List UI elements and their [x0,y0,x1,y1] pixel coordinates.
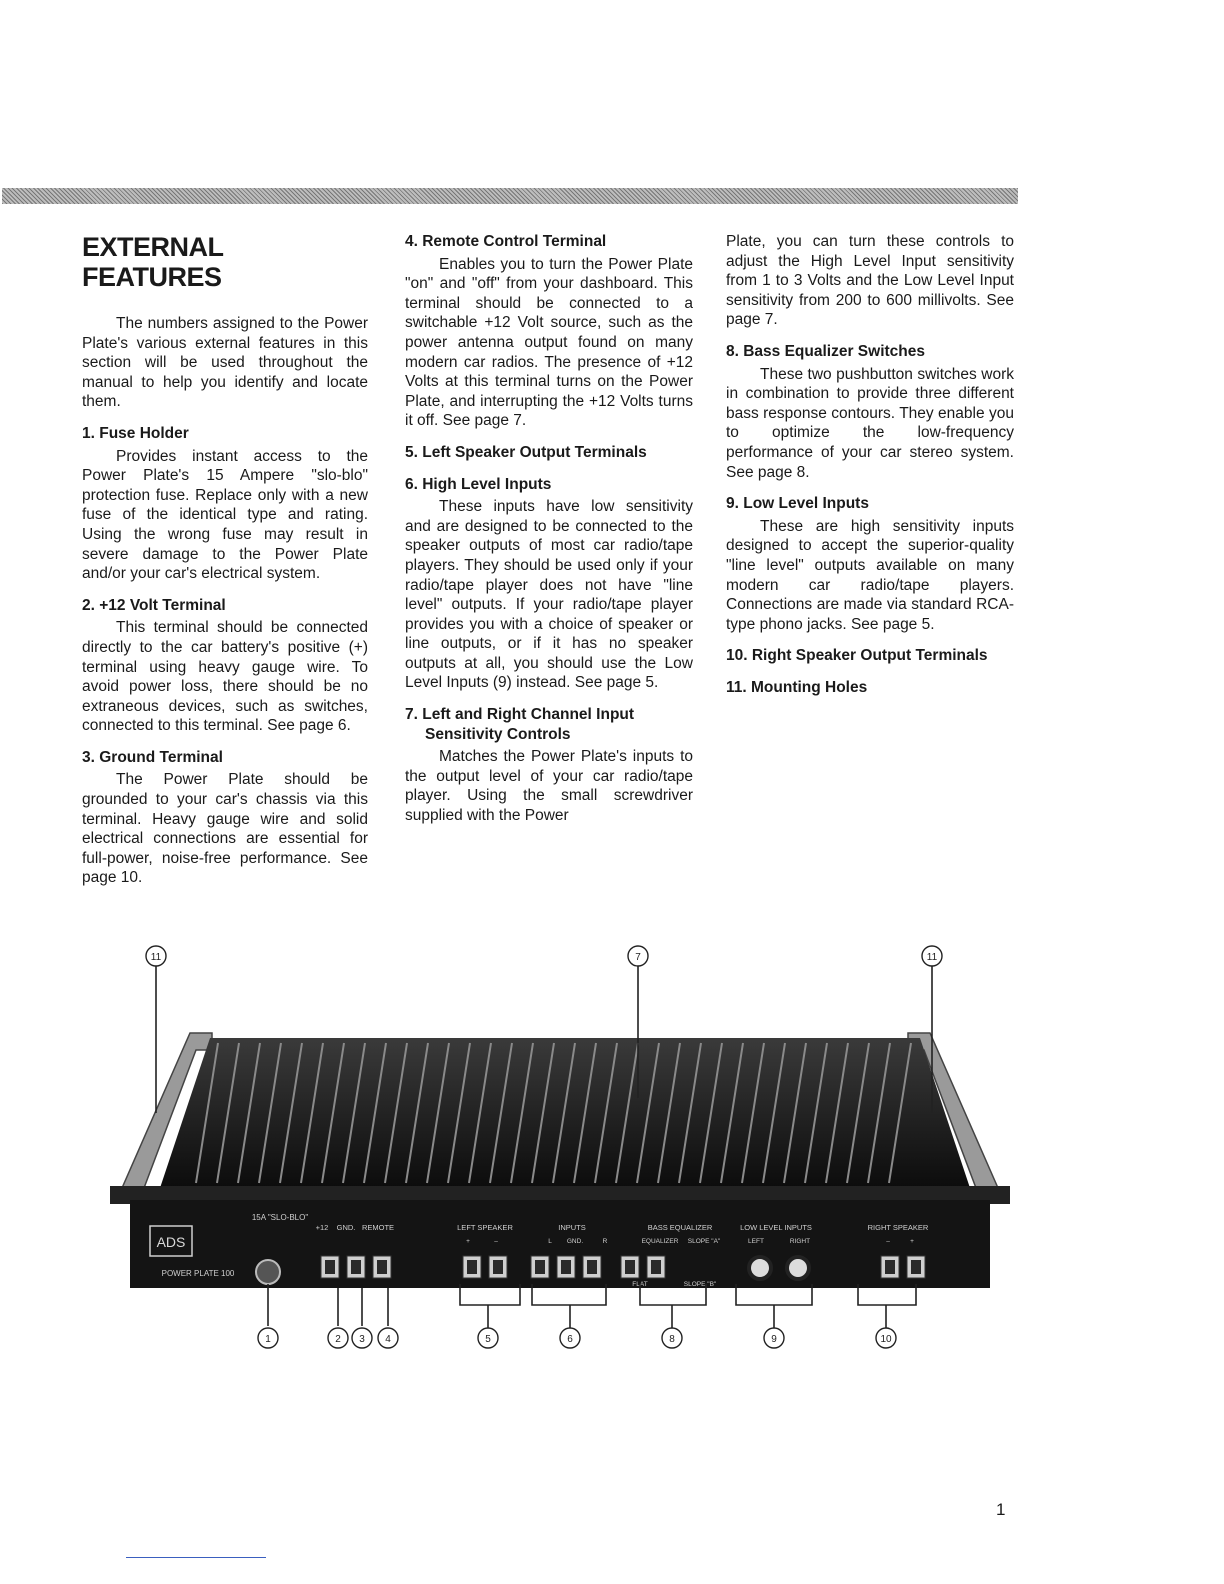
column-1 [82,232,368,888]
feature-3-title: 3. Ground Terminal [82,748,223,766]
callout-number: 11 [926,952,938,963]
low-level-left-jack [749,1257,771,1279]
footer-rule [126,1557,266,1558]
feature-2-title: 2. +12 Volt Terminal [82,596,226,614]
terminal-screw [625,1260,635,1274]
amplifier-illustration [100,938,1030,1378]
terminal-screw [325,1260,335,1274]
brand-logo: ADS [156,1234,186,1250]
panel-sublabel: LEFT [748,1238,764,1245]
feature-8-title: 8. Bass Equalizer Switches [726,342,926,360]
feature-4-title: 4. Remote Control Terminal [405,233,607,250]
fuse-label: 15A "SLO-BLO" [251,1213,309,1222]
panel-sublabel: – [886,1238,890,1245]
callout-number: 2 [335,1334,341,1345]
panel-sublabel: – [494,1238,498,1245]
feature-1-title: 1. Fuse Holder [82,424,189,442]
callout-number: 3 [359,1334,365,1345]
feature-9-title: 9. Low Level Inputs [726,495,869,513]
feature-6-body: These inputs have low sensitivity and are designed to be connected to the speaker outputs of most car radio/tape players. They should be used only if your radio/tape player does not have "line level" outputs. If your radio/tape player provides you with a choice of speaker or line outputs, or if it has no speaker outputs at all, you should use the Low Level Inputs (9) instead. See page 5. [405,498,693,692]
feature-11-title: 11. Mounting Holes [726,678,868,696]
terminal-screw [493,1260,503,1274]
terminal-screw [535,1260,545,1274]
panel-sublabel: EQUALIZER [641,1238,679,1245]
column-3 [726,232,1014,700]
feature-3-body: The Power Plate should be grounded to your car's chassis via this terminal. Heavy gauge wire and solid electrical connections are essential for full-power, noise-free performance. See page 10. [82,771,368,887]
panel-label: REMOTE [361,1223,395,1232]
callout-number: 6 [567,1334,573,1345]
terminal-screw [885,1260,895,1274]
panel-sublabel: L [548,1238,552,1245]
callout-number: 11 [150,952,162,963]
panel-sublabel: R [602,1238,608,1245]
panel-sublabel: FLAT [632,1281,648,1288]
callout-number: 7 [635,952,641,963]
column-2 [405,232,693,826]
header-band [2,188,1018,204]
terminal-screw [561,1260,571,1274]
page-title: EXTERNAL FEATURES [82,232,224,292]
callout-number: 5 [485,1334,491,1345]
intro-text: The numbers assigned to the Power Plate's various external features in this section will be used throughout the manual to help you identify and locate them. [82,315,368,411]
fuse-holder [256,1260,280,1284]
feature-5-title: 5. Left Speaker Output Terminals [405,443,647,461]
panel-label: LOW LEVEL INPUTS [740,1223,812,1232]
callout-number: 1 [265,1334,271,1345]
feature-7-body: Matches the Power Plate's inputs to the output level of your car radio/tape player. Using the small screwdriver supplied with the Power [405,748,693,825]
terminal-screw [587,1260,597,1274]
callout-number: 9 [771,1334,777,1345]
feature-9-body: These are high sensitivity inputs designed to accept the superior-quality "line level" outputs available on many modern car radio/tape players. Connections are made via standard RCA-type phono jacks. See page 5. [726,517,1014,633]
callout-number: 4 [385,1334,391,1345]
terminal-screw [377,1260,387,1274]
page-number: 1 [996,1500,1006,1519]
panel-label: INPUTS [558,1223,586,1232]
panel-sublabel: + [910,1238,914,1245]
terminal-screw [911,1260,921,1274]
panel-label: RIGHT SPEAKER [867,1223,929,1232]
terminal-screw [351,1260,361,1274]
low-level-right-jack [787,1257,809,1279]
panel-label: LEFT SPEAKER [457,1223,513,1232]
panel-sublabel: RIGHT [789,1238,811,1245]
panel-label: +12 [315,1223,329,1232]
terminal-screw [651,1260,661,1274]
terminal-screw [467,1260,477,1274]
panel-sublabel: SLOPE "A" [687,1238,721,1245]
panel-sublabel: SLOPE "B" [683,1281,717,1288]
feature-8-body: These two pushbutton switches work in combination to provide three different bass response contours. They enable you to optimize the low-frequency performance of your car stereo system. See page 8. [726,365,1014,481]
model-label: POWER PLATE 100 [161,1269,235,1278]
feature-7-body-continued: Plate, you can turn these controls to adjust the High Level Input sensitivity from 1 to 3 Volts and the Low Level Input sensitivity from 200 to 600 millivolts. See page 7. [726,233,1014,329]
feature-7-title: 7. Left and Right Channel Input Sensitivity Controls [405,706,635,743]
feature-2-body: This terminal should be connected directly to the car battery's positive (+) terminal using heavy gauge wire. To avoid power loss, there should be no extraneous devices, such as switches, connected to this terminal. See page 6. [82,619,368,735]
feature-1-body: Provides instant access to the Power Plate's 15 Ampere "slo-blo" protection fuse. Replace only with a new fuse of the identical type and rating. Using the wrong fuse may result in severe damage to the Power Plate and/or your car's electrical system. [82,447,368,583]
panel-sublabel: + [466,1238,470,1245]
panel-label: GND. [336,1223,356,1232]
callout-number: 10 [880,1334,892,1345]
feature-10-title: 10. Right Speaker Output Terminals [726,647,988,665]
panel-label: BASS EQUALIZER [647,1223,713,1232]
feature-6-title: 6. High Level Inputs [405,475,552,493]
callout-number: 8 [669,1334,675,1345]
panel-sublabel: GND. [566,1238,584,1245]
feature-4-body: Enables you to turn the Power Plate "on" and "off" from your dashboard. This terminal should be connected to a switchable +12 Volt source, such as the power antenna output found on many modern car radios. The presence of +12 Volts at this terminal turns on the Power Plate, and interrupting the +12 Volts turns it off. See page 7. [405,255,693,430]
